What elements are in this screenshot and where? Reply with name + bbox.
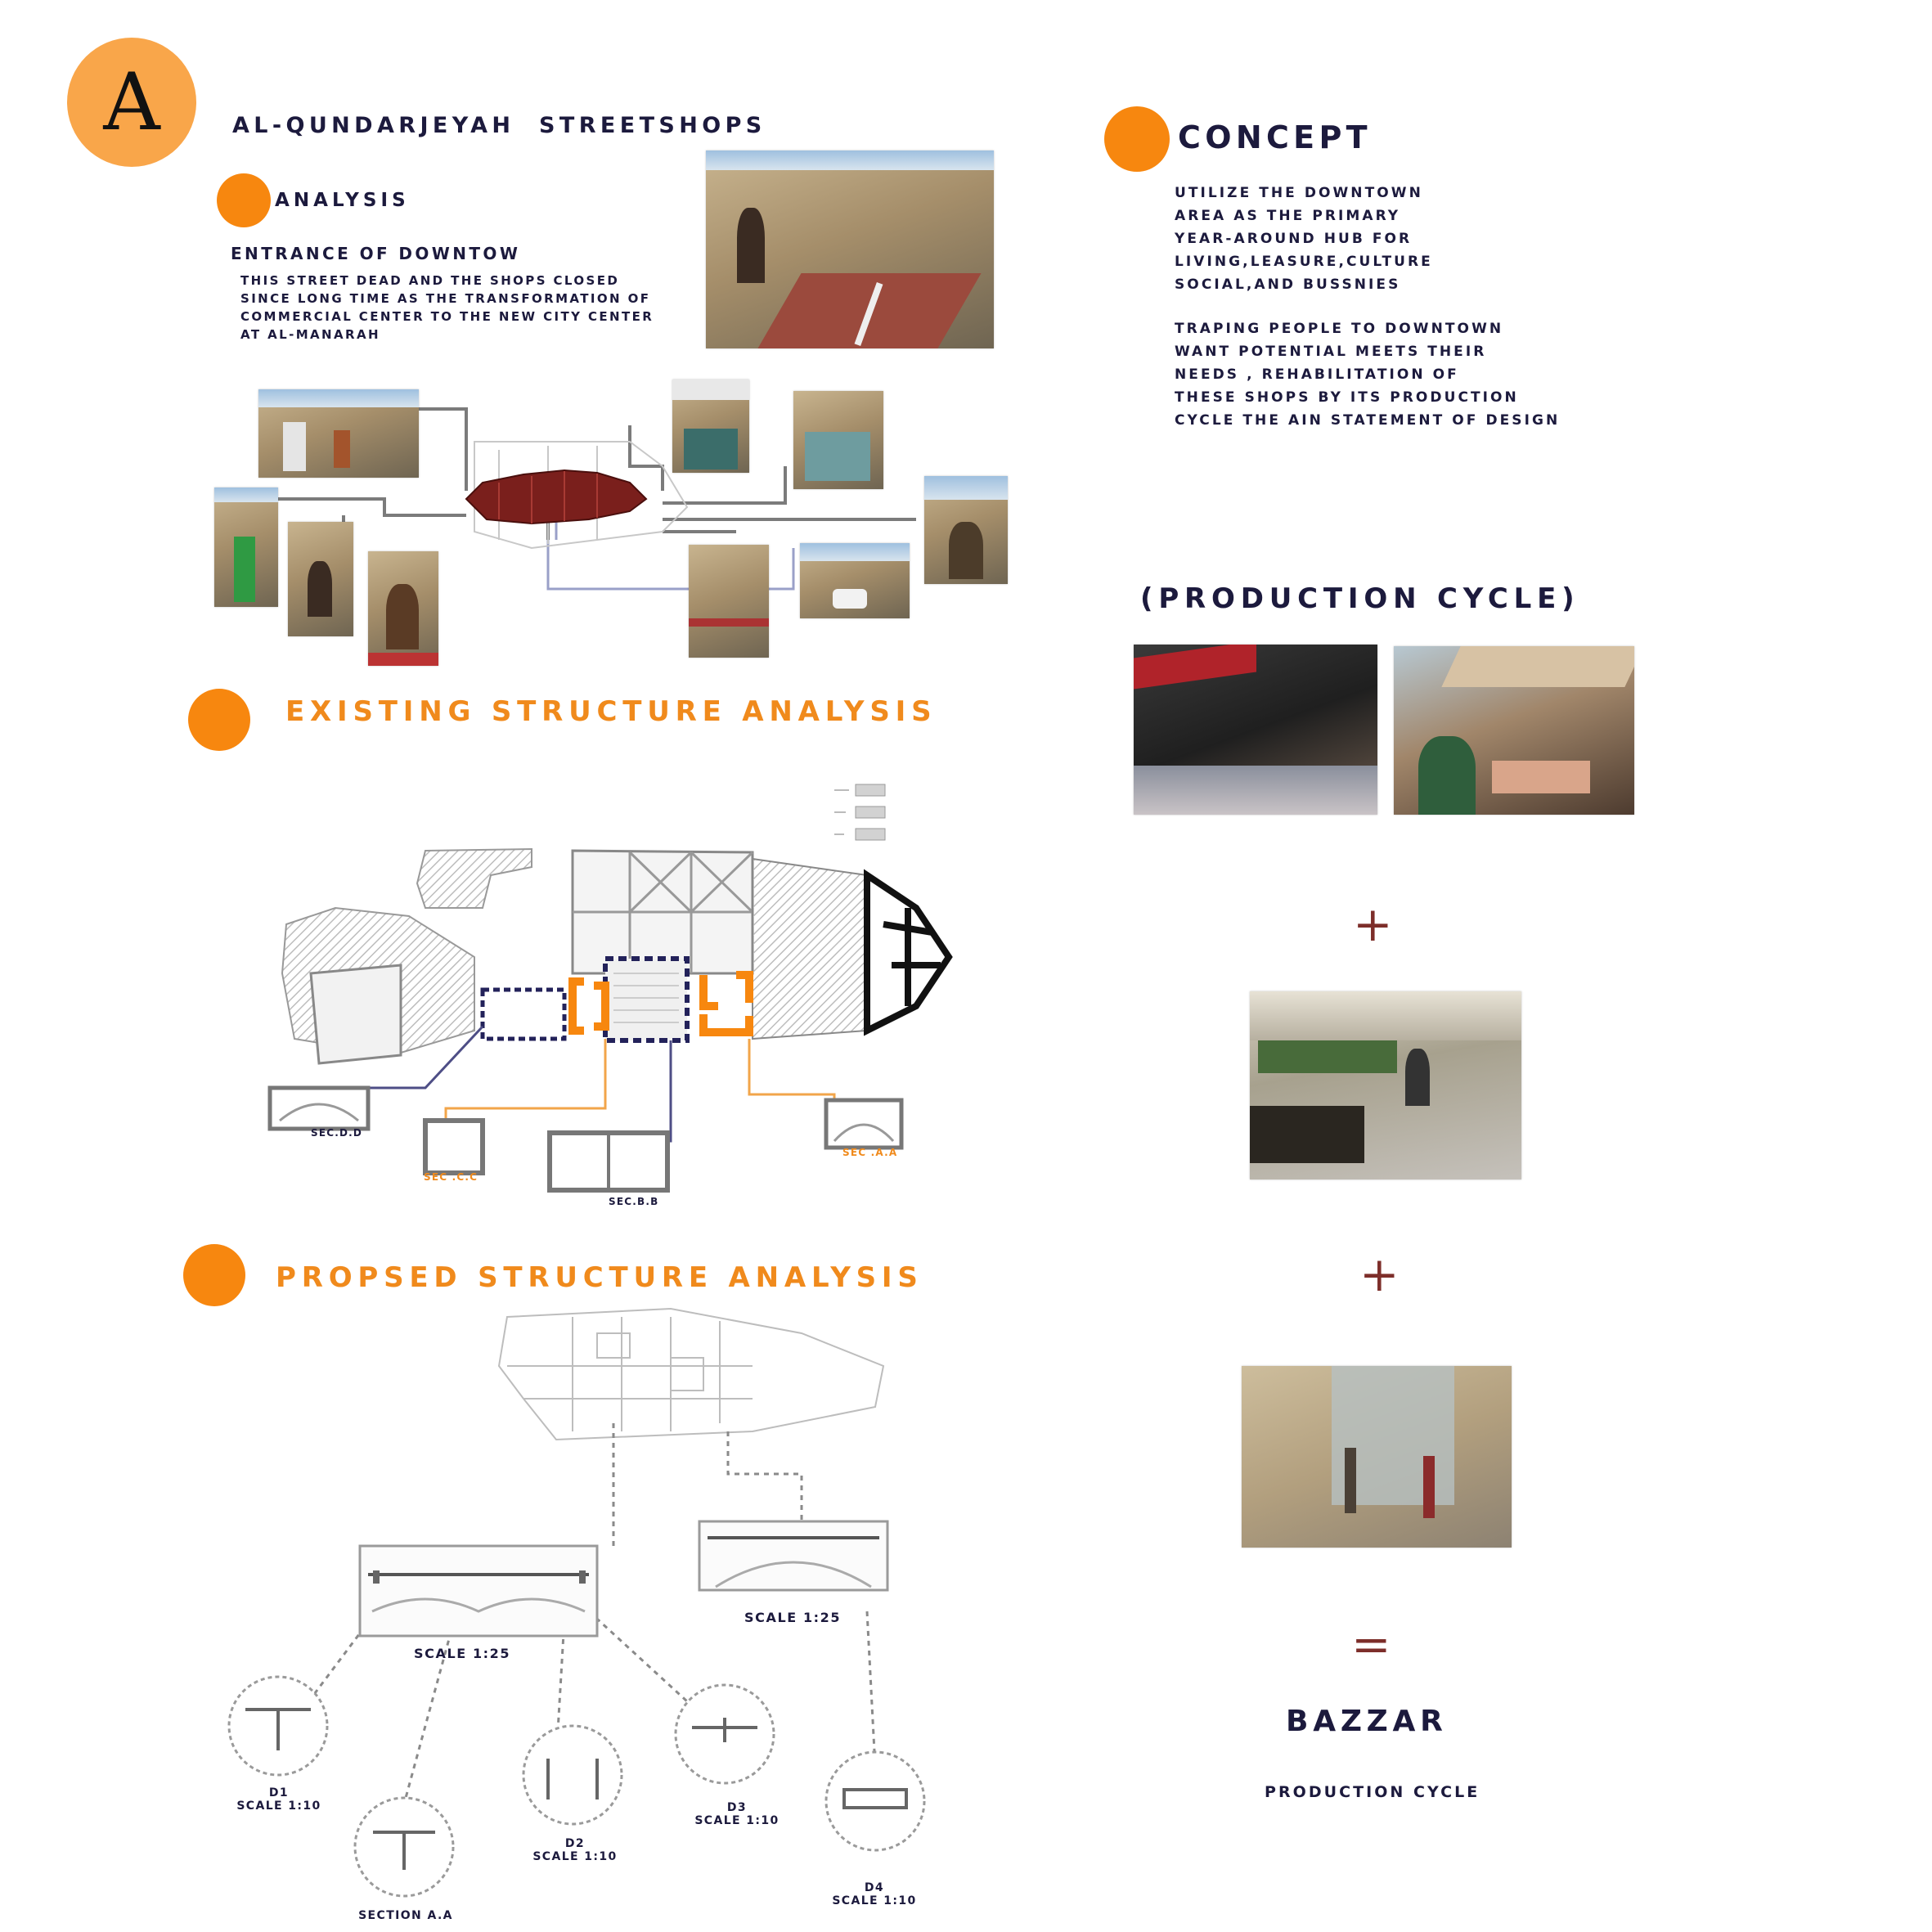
proposed-heading: PROPSED STRUCTURE ANALYSIS bbox=[276, 1261, 923, 1294]
detail-section-aa bbox=[348, 1909, 463, 1922]
detail-d2 bbox=[530, 1837, 620, 1863]
analysis-line-2: SINCE LONG TIME AS THE TRANSFORMATION OF bbox=[240, 291, 651, 306]
analysis-line-1: THIS STREET DEAD AND THE SHOPS CLOSED bbox=[240, 273, 620, 288]
badge-letter: A bbox=[103, 56, 160, 148]
shop-photo-5 bbox=[672, 380, 749, 473]
project-title: AL-QUNDARJEYAH STREETSHOPS bbox=[232, 113, 766, 138]
label-sec-aa: SEC .A.A bbox=[842, 1147, 898, 1158]
concept-bullet bbox=[1104, 106, 1170, 172]
concept-p2-line-1: TRAPING PEOPLE TO DOWNTOWN bbox=[1175, 321, 1504, 337]
detail-d4-scale: SCALE 1:10 bbox=[832, 1894, 917, 1907]
analysis-bullet bbox=[217, 173, 271, 227]
detail-d3-scale: SCALE 1:10 bbox=[694, 1814, 780, 1827]
concept-p2-line-2: WANT POTENTIAL MEETS THEIR bbox=[1175, 344, 1487, 360]
label-sec-bb: SEC.B.B bbox=[609, 1196, 659, 1207]
production-heading: (PRODUCTION CYCLE) bbox=[1140, 582, 1580, 615]
concept-paragraph-1 bbox=[1175, 182, 1433, 296]
concept-p1-line-4: LIVING,LEASURE,CULTURE bbox=[1175, 254, 1433, 270]
shop-photo-2 bbox=[214, 487, 278, 607]
detail-d2-scale: SCALE 1:10 bbox=[532, 1850, 618, 1863]
existing-plan-drawing bbox=[262, 842, 965, 1227]
analysis-line-4: AT AL-MANARAH bbox=[240, 327, 380, 342]
existing-heading: EXISTING STRUCTURE ANALYSIS bbox=[285, 695, 937, 728]
scale-label-left: SCALE 1:25 bbox=[414, 1646, 511, 1661]
concept-p1-line-5: SOCIAL,AND BUSSNIES bbox=[1175, 276, 1401, 293]
concept-p2-line-4: THESE SHOPS BY ITS PRODUCTION bbox=[1175, 389, 1519, 406]
shop-photo-6 bbox=[793, 391, 883, 489]
label-sec-cc: SEC .C.C bbox=[424, 1171, 479, 1183]
detail-d4-name: D4 bbox=[864, 1881, 885, 1894]
detail-d1 bbox=[234, 1786, 324, 1813]
detail-section-aa-name: SECTION A.A bbox=[358, 1909, 453, 1922]
plus-symbol-2: + bbox=[1359, 1247, 1400, 1302]
concept-paragraph-2 bbox=[1175, 317, 1560, 432]
market-photo-2 bbox=[1394, 646, 1634, 815]
concept-p2-line-5: CYCLE THE AIN STATEMENT OF DESIGN bbox=[1175, 412, 1561, 429]
scale-label-right: SCALE 1:25 bbox=[744, 1610, 842, 1625]
analysis-subheading: ENTRANCE OF DOWNTOW bbox=[231, 244, 521, 263]
shop-photo-3 bbox=[288, 522, 353, 636]
plus-symbol-1: + bbox=[1353, 896, 1393, 952]
concept-p1-line-3: YEAR-AROUND HUB FOR bbox=[1175, 231, 1413, 247]
alley-photo bbox=[1242, 1366, 1512, 1548]
detail-d3-name: D3 bbox=[726, 1801, 748, 1814]
shop-photo-1 bbox=[258, 389, 419, 478]
detail-d2-name: D2 bbox=[564, 1837, 586, 1850]
result-bazzar: BAZZAR bbox=[1286, 1705, 1448, 1738]
existing-bullet bbox=[188, 689, 250, 751]
result-caption: PRODUCTION CYCLE bbox=[1265, 1783, 1480, 1801]
existing-legend bbox=[826, 781, 892, 847]
street-wall-photo bbox=[1250, 991, 1521, 1179]
shop-photo-4 bbox=[368, 551, 438, 666]
shop-photo-8 bbox=[689, 545, 769, 658]
equals-symbol: = bbox=[1351, 1616, 1391, 1672]
proposed-detail-drawing bbox=[213, 1301, 949, 1906]
detail-d3 bbox=[692, 1801, 782, 1827]
concept-p2-line-3: NEEDS , REHABILITATION OF bbox=[1175, 366, 1459, 383]
concept-heading: CONCEPT bbox=[1178, 119, 1372, 155]
detail-d4 bbox=[829, 1881, 919, 1907]
concept-p1-line-2: AREA AS THE PRIMARY bbox=[1175, 208, 1401, 224]
market-photo-1 bbox=[1134, 645, 1377, 815]
proposed-bullet bbox=[183, 1244, 245, 1306]
header-badge bbox=[67, 38, 196, 167]
shop-photo-9 bbox=[800, 543, 910, 618]
detail-d1-name: D1 bbox=[268, 1786, 290, 1799]
analysis-line-3: COMMERCIAL CENTER TO THE NEW CITY CENTER bbox=[240, 309, 654, 324]
detail-d1-scale: SCALE 1:10 bbox=[236, 1799, 321, 1813]
concept-p1-line-1: UTILIZE THE DOWNTOWN bbox=[1175, 185, 1423, 201]
analysis-heading: ANALYSIS bbox=[275, 190, 410, 211]
label-sec-dd: SEC.D.D bbox=[311, 1127, 363, 1139]
street-photo bbox=[706, 151, 994, 348]
analysis-description bbox=[240, 272, 654, 344]
shop-photo-7 bbox=[924, 476, 1008, 584]
